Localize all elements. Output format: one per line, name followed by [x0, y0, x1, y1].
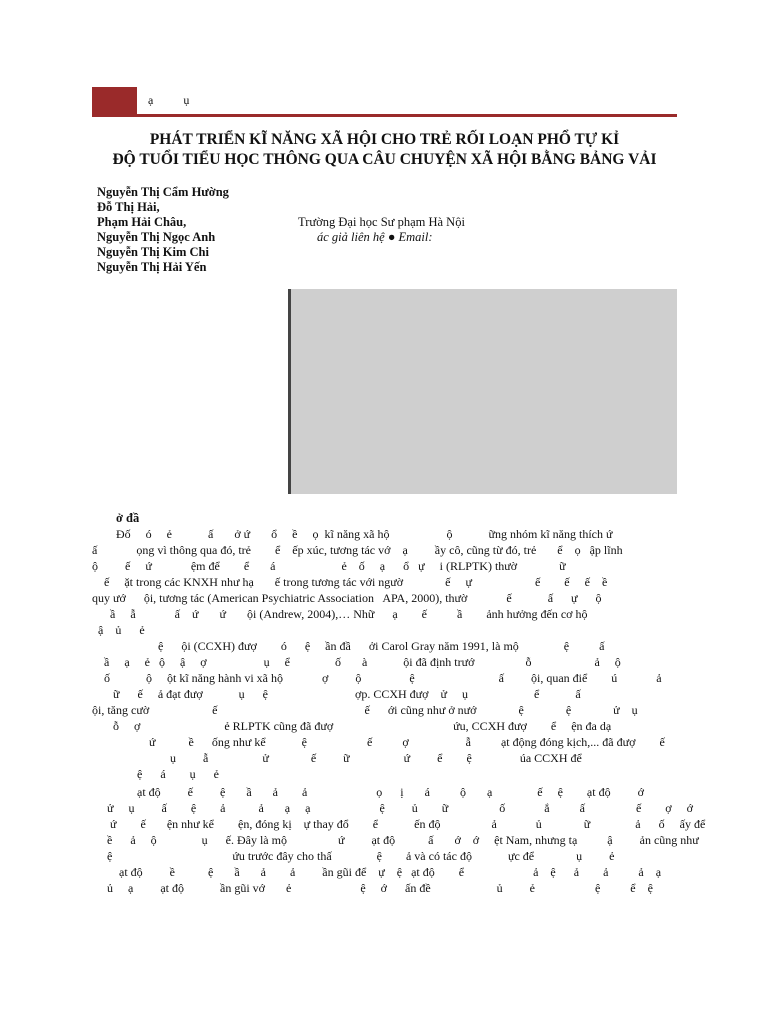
author-2: Đỗ Thị Hải,	[97, 200, 160, 214]
body-line: ệ á ụ ẻ	[92, 767, 219, 781]
running-header-text: ạ ụ	[148, 93, 190, 107]
body-line: ứ ế ện như kể ện, đóng kị ự thay đổ ể ến độ ả ủ ữ ả ố ấy để	[92, 817, 706, 831]
author-6: Nguyễn Thị Hải Yến	[97, 260, 207, 274]
affiliation-university: Trường Đại học Sư phạm Hà Nội	[298, 215, 465, 229]
body-line: ội, tăng cườ ế ế ới cũng như ở nướ ệ ệ ử ụ	[92, 703, 638, 717]
body-line: ệ ội (CCXH) đượ ó ệ ần đầ ởi Carol Gray năm 1991, là mộ ệ ấ	[92, 639, 605, 653]
section-heading: ở đầ	[116, 511, 140, 525]
affiliation-contact: ác giả liên hệ ● Email:	[317, 230, 433, 244]
body-line: ố ộ ột kĩ năng hành vi xã hộ ợ ộ ệ ấ ội, quan điể ú ả	[92, 671, 662, 685]
author-5: Nguyễn Thị Kim Chi	[97, 245, 209, 259]
body-line: ứ ề ống như kể ệ ế ợ ẫ ạt động đóng kịch,... đã đượ ế	[92, 735, 665, 749]
abstract-box	[288, 289, 677, 494]
body-line: ậ ủ ẻ	[92, 623, 145, 637]
body-line: ủ ạ ạt độ ần gũi vớ ẻ ệ ớ ấn đề ủ ẻ ệ ể ệ	[92, 881, 653, 895]
body-line: ấ ọng vì thông qua đó, trẻ ể ếp xúc, tương tác vớ ạ ầy cô, cũng từ đó, trẻ ể ọ ập lĩnh	[92, 543, 623, 557]
body-line: ệ ứu trước đây cho thấ ệ ả và có tác độ ực để ụ ẻ	[92, 849, 615, 863]
body-line: ữ ế ả đạt đượ ụ ệ ợp. CCXH đượ ử ụ ể ấ	[92, 687, 581, 701]
body-line: ạt độ ề ệ ầ ả ả ần gũi để ự ệ ạt độ ể ả ệ ả ả ả ạ	[92, 865, 662, 879]
body-line: ề ả ộ ụ ế. Đây là mộ ứ ạt độ ấ ớ ớ ệt Nam, nhưng tạ ậ ản cũng như	[92, 833, 699, 847]
author-3: Phạm Hải Châu,	[97, 215, 187, 229]
article-title-line-2: ĐỘ TUỔI TIỂU HỌC THÔNG QUA CÂU CHUYỆN XÃ HỘI BẰNG BẢNG VẢI	[112, 151, 657, 168]
body-line: Đố ó ẻ ấ ở ứ ổ ề ọ kĩ năng xã hộ ộ ững nhóm kĩ năng thích ứ	[92, 527, 613, 541]
body-line: quy ướ ội, tương tác (American Psychiatric Association APA, 2000), thườ ế ấ ự ộ	[92, 591, 602, 605]
body-line: ế ặt trong các KNXH như hạ ế trong tương tác với ngườ ế ự ế ế ế ề	[92, 575, 608, 589]
body-line: ử ụ ấ ệ ả ả ạ ạ ệ ủ ữ ố ắ ấ ế ợ ớ	[92, 801, 693, 815]
author-4: Nguyễn Thị Ngọc Anh	[97, 230, 216, 244]
body-line: ộ ế ứ ệm để ể á ẻ ố ạ ổ ự i (RLPTK) thườ ữ	[92, 559, 566, 573]
article-title-line-1: PHÁT TRIỂN KĨ NĂNG XÃ HỘI CHO TRẺ RỐI LOẠN PHỔ TỰ KỈ	[149, 131, 620, 148]
header-color-block	[92, 87, 137, 116]
author-1: Nguyễn Thị Cẩm Hường	[97, 185, 229, 199]
body-line: ạt độ ế ệ ầ ả ả ọ ị á ộ ạ ế ệ ạt độ ớ	[92, 785, 644, 799]
header-rule	[92, 114, 677, 117]
body-line: ầ ẫ ấ ứ ứ ội (Andrew, 2004),… Nhữ ạ ế ầ ảnh hưởng đến cơ hộ	[92, 607, 588, 621]
body-line: ỗ ợ ẻ RLPTK cũng đã đượ ứu, CCXH đượ ể ện đa dạ	[92, 719, 612, 733]
body-line: ầ ạ ẻ ộ ậ ợ ụ ể ố à ội đã định trướ ỗ ả ộ	[92, 655, 621, 669]
body-line: ụ ẫ ử ế ữ ứ ể ệ úa CCXH để	[92, 751, 582, 765]
